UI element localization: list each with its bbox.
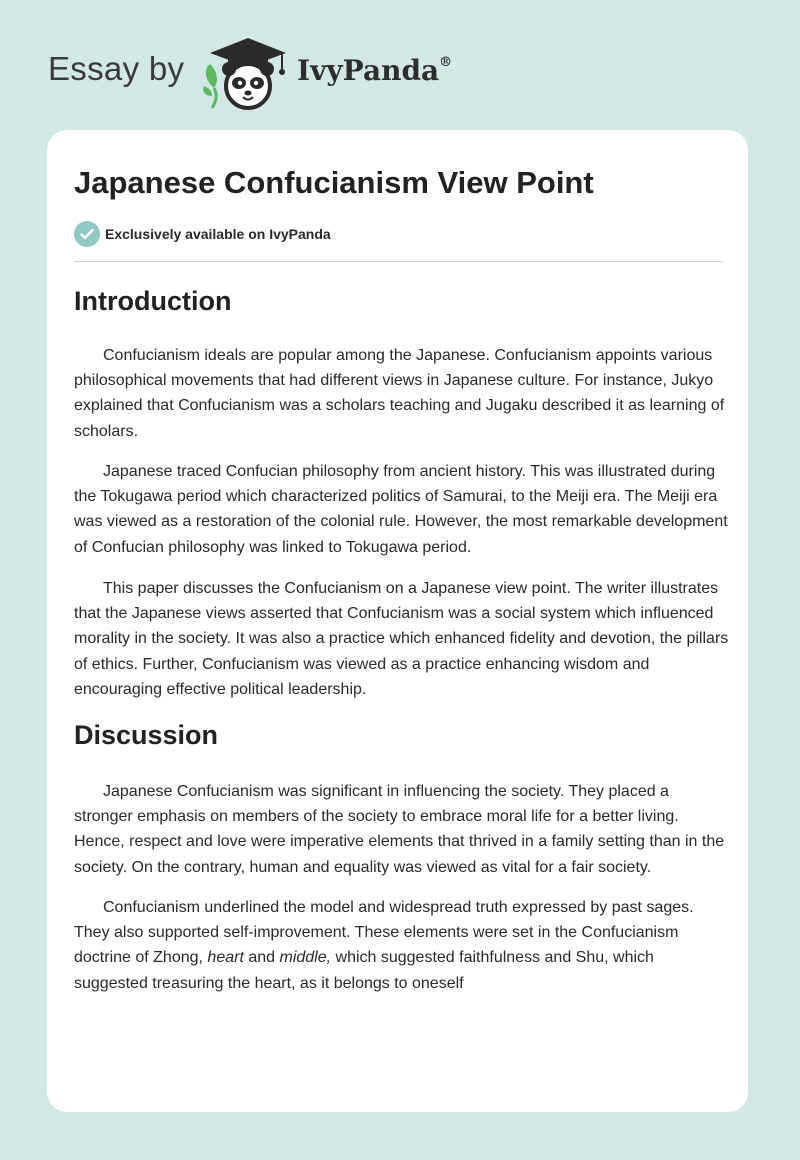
registered-mark: ® [439, 54, 453, 70]
page-title: Japanese Confucianism View Point [74, 165, 594, 200]
check-icon [74, 221, 100, 247]
brand-name-text: IvyPanda [297, 54, 440, 87]
paragraph [74, 895, 732, 996]
essay-card [47, 130, 748, 1112]
brand-name[interactable] [297, 54, 452, 87]
paragraph-text: Confucianism underlined the model and widespread truth expressed by past sages. They also supported self-improvement. These elements were set in the Confucianism doctrine of Zhong, [74, 899, 694, 967]
exclusive-badge [74, 221, 331, 247]
paragraph: This paper discusses the Confucianism on a Japanese view point. The writer illustrates that the Japanese views asserted that Confucianism was a social system which influenced morality in the society. It was also a practice which enhanced fidelity and devotion, the pillars of ethics. Further, Confucianism was viewed as a practice enhancing wisdom and encouraging effective political leadership. [74, 580, 729, 698]
section-heading-introduction: Introduction [74, 286, 232, 316]
site-header [0, 0, 800, 130]
paragraph: Confucianism ideals are popular among the Japanese. Confucianism appoints various philosophical movements that had different views in Japanese culture. For instance, Jukyo explained that Confucianism was a scholars teaching and Jugaku described it as learning of scholars. [74, 347, 725, 440]
paragraph-text: and [243, 949, 280, 967]
title-divider [74, 261, 723, 262]
panda-logo-icon[interactable] [200, 36, 296, 112]
emphasis-text: middle, [279, 949, 332, 967]
emphasis-text: heart [207, 949, 244, 967]
exclusive-badge-label: Exclusively available on IvyPanda [105, 226, 331, 242]
section-heading-discussion: Discussion [74, 720, 219, 750]
paragraph-text: which suggested faithfulness and Shu, which suggested treasuring the heart, as it belongs to oneself [74, 949, 654, 992]
paragraph: Japanese Confucianism was significant in influencing the society. They placed a stronger emphasis on members of the society to embrace moral life for a better living. Hence, respect and love were imperative elements that thrived in a family setting than in the society. On the contrary, human and equality was viewed as vital for a fair society. [74, 783, 725, 876]
essay-by-label: Essay by [48, 50, 185, 87]
paragraph: Japanese traced Confucian philosophy from ancient history. This was illustrated during the Tokugawa period which characterized politics of Samurai, to the Meiji era. The Meiji era was viewed as a restoration of the colonial rule. However, the most remarkable development of Confucian philosophy was linked to Tokugawa period. [74, 463, 728, 556]
